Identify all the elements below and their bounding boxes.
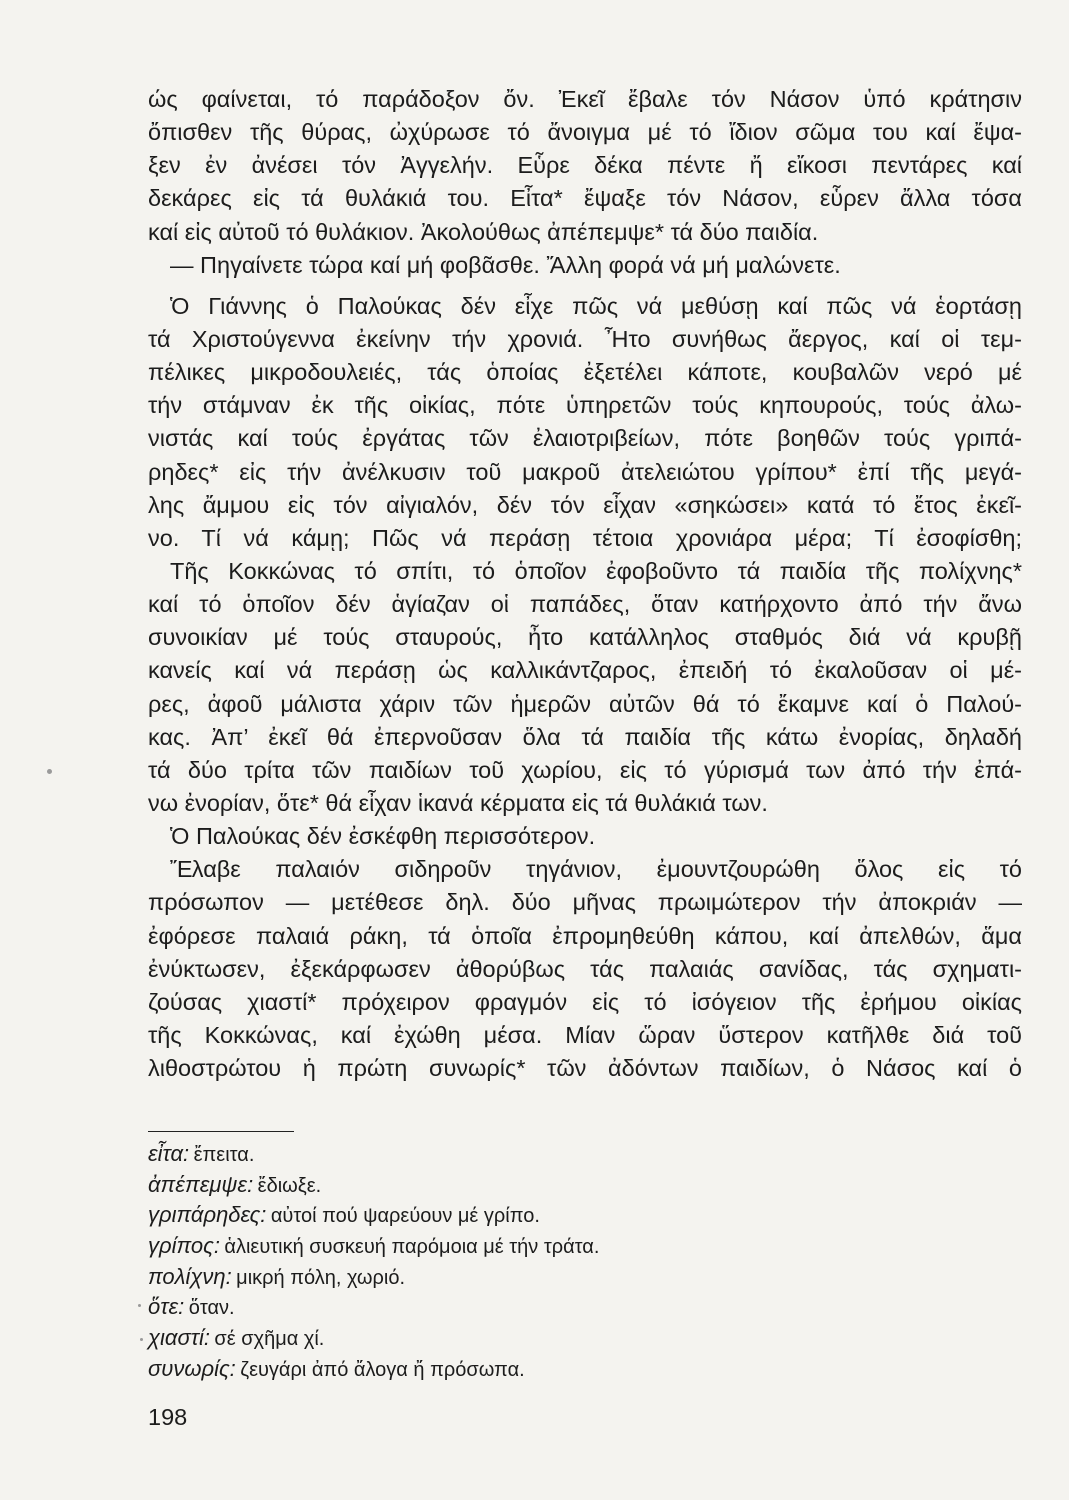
footnote-separator — [148, 1131, 294, 1132]
footnote — [148, 1354, 948, 1385]
footnote-definition: ζευγάρι ἀπό ἄλογα ἤ πρόσωπα. — [240, 1358, 525, 1381]
footnote-definition: αὐτοί πού ψαρεύουν μέ γρίπο. — [270, 1205, 540, 1228]
footnote-term: εἶτα: — [148, 1141, 190, 1166]
text-line: ξεν ἐν ἀνέσει τόν Ἀγγελήν. Εὗρε δέκα πέντε ἤ εἴκοσι πεντάρες καί — [148, 152, 1022, 179]
text-line: λιθοστρώτου ἡ πρώτη συνωρίς* τῶν ἀδόντων παιδίων, ὁ Νάσος καί ὁ — [148, 1055, 1022, 1082]
footnote-term: συνωρίς: — [148, 1355, 236, 1381]
footnote — [148, 1170, 948, 1201]
page-number: 198 — [148, 1404, 188, 1430]
text-line: τήν στάμναν ἐκ τῆς οἰκίας, πότε ὑπηρετῶν τούς κηπουρούς, τούς ἀλω- — [148, 392, 1022, 419]
scan-speck — [47, 769, 52, 774]
text-line: νω ἐνορίαν, ὅτε* θά εἶχαν ἱκανά κέρματα εἰς τά θυλάκιά των. — [148, 789, 768, 816]
text-line: — Πηγαίνετε τώρα καί μή φοβᾶσθε. Ἄλλη φορά νά μή μαλώνετε. — [170, 251, 841, 278]
footnote-term: γριπάρηδες: — [148, 1202, 267, 1228]
text-line: ρηδες* εἰς τήν ἀνέλκυσιν τοῦ μακροῦ ἀτελειώτου γρίπου* ἐπί τῆς μεγά- — [148, 458, 1022, 485]
footnote-definition: ἁλιευτική συσκευή παρόμοια μέ τήν τράτα. — [224, 1236, 600, 1259]
text-line: τά δύο τρίτα τῶν παιδίων τοῦ χωρίου, εἰς τό γύρισμά των ἀπό τήν ἐπά- — [148, 756, 1022, 783]
text-line: πέλικες μικροδουλειές, τάς ὁποίας ἐξετέλει κάποτε, κουβαλῶν νερό μέ — [148, 359, 1022, 386]
footnote-definition: μικρή πόλη, χωριό. — [236, 1266, 406, 1289]
text-line: ώς φαίνεται, τό παράδοξον ὄν. Ἐκεῖ ἔβαλε τόν Νάσον ὑπό κράτησιν — [148, 86, 1022, 112]
footnote — [148, 1200, 948, 1231]
footnotes — [148, 1139, 948, 1385]
text-line: νο. Τί νά κάμῃ; Πῶς νά περάσῃ τέτοια χρονιάρα μέρα; Τί ἐσοφίσθη; — [148, 524, 1022, 551]
footnote-definition: σέ σχῆμα χί. — [214, 1328, 325, 1351]
body-text — [148, 83, 1022, 1085]
text-line: ἐνύκτωσεν, ἐξεκάρφωσεν ἀθορύβως τάς παλαιάς σανίδας, τάς σχηματι- — [148, 955, 1022, 982]
footnote-term: χιαστί: — [148, 1325, 210, 1351]
text-line: καί τό ὁποῖον δέν ἁγίαζαν οἱ παπάδες, ὅταν κατήρχοντο ἀπό τήν ἄνω — [148, 591, 1022, 618]
footnote — [148, 1231, 948, 1262]
text-line: Ὁ Γιάννης ὁ Παλούκας δέν εἶχε πῶς νά μεθύσῃ καί πῶς νά ἑορτάσῃ — [170, 292, 1022, 319]
text-line: ζούσας χιαστί* πρόχειρον φραγμόν εἰς τό ἰσόγειον τῆς ἐρήμου οἰκίας — [148, 988, 1022, 1015]
text-line: συνοικίαν μέ τούς σταυρούς, ἦτο κατάλληλος σταθμός διά νά κρυβῇ — [148, 624, 1022, 651]
footnote-term: ἀπέπεμψε: — [148, 1171, 254, 1197]
text-line: τῆς Κοκκώνας, καί ἐχώθη μέσα. Μίαν ὥραν ὕστερον κατῆλθε διά τοῦ — [148, 1021, 1022, 1048]
scan-speck — [138, 1304, 141, 1307]
footnote-definition: ἔπειτα. — [193, 1144, 255, 1166]
footnote-definition: ὅταν. — [188, 1297, 235, 1320]
text-line: λης ἄμμου εἰς τόν αἰγιαλόν, δέν τόν εἶχαν «σηκώσει» κατά τό ἔτος ἐκεῖ- — [148, 491, 1022, 518]
footnote — [148, 1323, 948, 1354]
text-line: ἐφόρεσε παλαιά ράκη, τά ὁποῖα ἐπρομηθεύθη κάπου, καί ἀπελθών, ἅμα — [148, 922, 1022, 949]
text-line: Ὁ Παλούκας δέν ἐσκέφθη περισσότερον. — [170, 823, 596, 850]
footnote-term: πολίχνη: — [148, 1263, 232, 1289]
text-line: κας. Ἀπ’ ἐκεῖ θά ἐπερνοῦσαν ὅλα τά παιδία τῆς κάτω ἐνορίας, δηλαδή — [148, 723, 1022, 750]
footnote-definition: ἔδιωξε. — [257, 1174, 322, 1197]
text-line: καί εἰς αὐτοῦ τό θυλάκιον. Ἀκολούθως ἀπέπεμψε* τά δύο παιδία. — [148, 218, 819, 245]
text-line: κανείς καί νά περάσῃ ὡς καλλικάντζαρος, ἐπειδή τό ἐκαλοῦσαν οἱ μέ- — [148, 657, 1022, 684]
text-line: νιστάς καί τούς ἐργάτας τῶν ἐλαιοτριβείων, πότε βοηθῶν τούς γριπά- — [148, 425, 1022, 452]
text-line: τά Χριστούγεννα ἐκείνην τήν χρονιά. Ἦτο συνήθως ἄεργος, καί οἱ τεμ- — [148, 325, 1022, 352]
footnote-term: ὅτε: — [148, 1294, 185, 1320]
text-line: δεκάρες εἰς τά θυλάκιά του. Εἶτα* ἔψαξε τόν Νάσον, εὗρεν ἄλλα τόσα — [148, 185, 1022, 212]
text-line: Ἔλαβε παλαιόν σιδηροῦν τηγάνιον, ἐμουντζουρώθη ὅλος εἰς τό — [170, 856, 1022, 883]
scan-speck — [140, 1338, 143, 1341]
text-line: πρόσωπον — μετέθεσε δηλ. δύο μῆνας πρωιμώτερον τήν ἀποκριάν — — [148, 889, 1022, 916]
footnote — [148, 1139, 948, 1170]
footnote-term: γρίπος: — [148, 1233, 220, 1259]
text-line: ὄπισθεν τῆς θύρας, ὠχύρωσε τό ἄνοιγμα μέ τό ἴδιον σῶμα του καί ἔψα- — [148, 119, 1022, 146]
footnote — [148, 1262, 948, 1293]
text-line: Τῆς Κοκκώνας τό σπίτι, τό ὁποῖον ἐφοβοῦντο τά παιδία τῆς πολίχνης* — [170, 557, 1022, 584]
text-line: ρες, ἀφοῦ μάλιστα χάριν τῶν ἡμερῶν αὐτῶν θά τό ἔκαμνε καί ὁ Παλού- — [148, 690, 1022, 717]
footnote — [148, 1292, 948, 1323]
